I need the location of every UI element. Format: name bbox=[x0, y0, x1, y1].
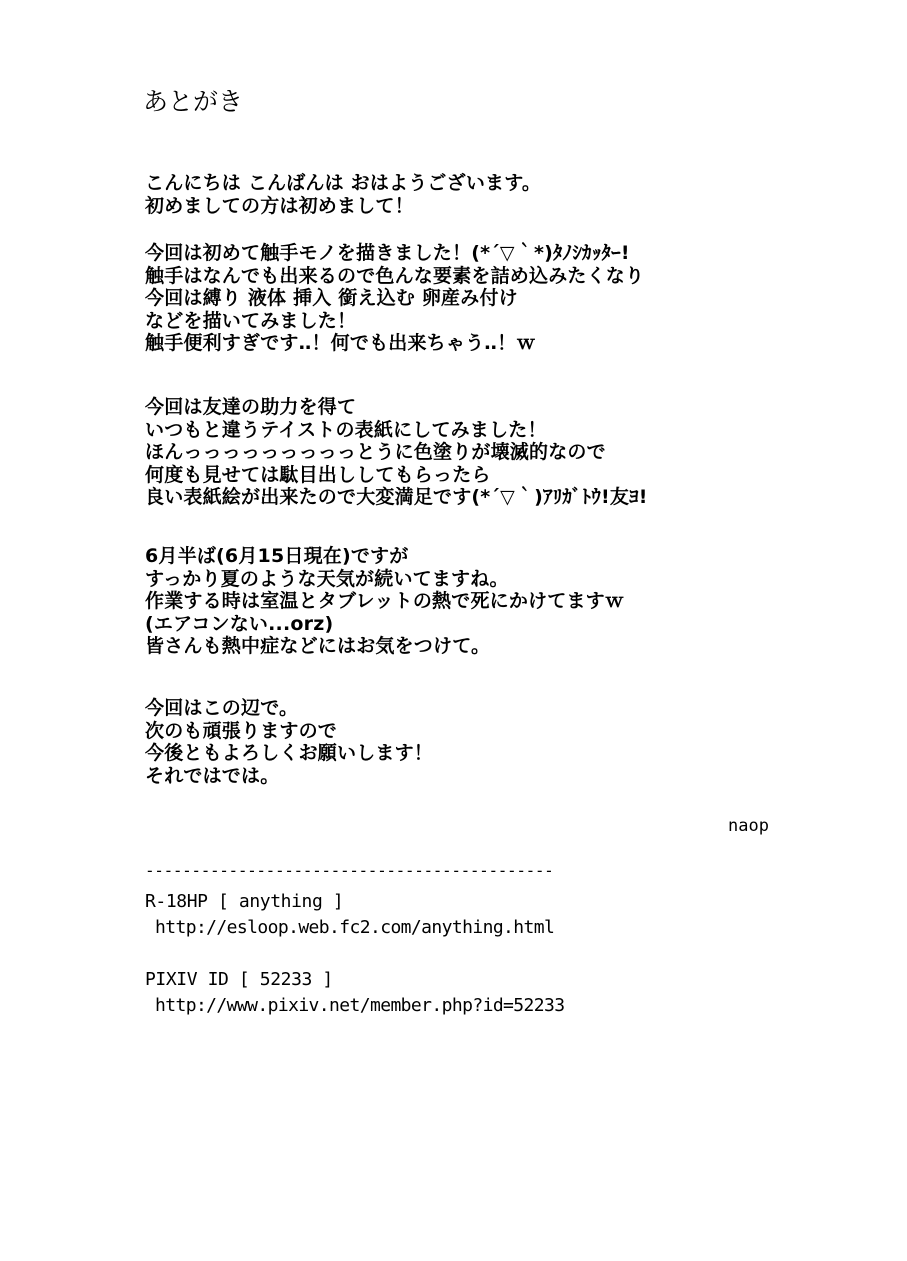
page-title: あとがき bbox=[143, 87, 244, 116]
paragraph-greeting bbox=[145, 172, 541, 217]
paragraph-line: 初めましての方は初めまして！ bbox=[145, 194, 414, 217]
paragraph-line: 作業する時は室温とタブレットの熱で死にかけてますｗ bbox=[145, 590, 625, 612]
paragraph-line: すっかり夏のような天気が続いてますね。 bbox=[145, 567, 509, 590]
paragraph-cover bbox=[145, 396, 648, 509]
paragraph-line: 今後ともよろしくお願いします！ bbox=[145, 742, 434, 764]
paragraph-line: 良い表紙絵が出来たので大変満足です(*´▽｀)ｱﾘｶﾞﾄｳ!友ﾖ! bbox=[145, 486, 648, 508]
paragraph-line: 触手便利すぎです‥！何でも出来ちゃう‥！ｗ bbox=[145, 332, 536, 354]
paragraph-tentacle bbox=[145, 242, 644, 355]
paragraph-line: いつもと違うテイストの表紙にしてみました！ bbox=[145, 418, 547, 441]
paragraph-line: (エアコンない...orz) bbox=[145, 612, 334, 635]
paragraph-line: こんにちは こんばんは おはようございます。 bbox=[145, 172, 542, 194]
paragraph-line: 次のも頑張りますので bbox=[145, 719, 338, 742]
divider-line: -------------------------------------------- bbox=[145, 861, 554, 880]
paragraph-line: 今回はこの辺で。 bbox=[145, 697, 299, 719]
pixiv-id-label: PIXIV ID [ 52233 ] bbox=[145, 969, 333, 990]
paragraph-line: 6月半ば(6月15日現在)ですが bbox=[145, 545, 409, 567]
paragraph-line: ほんっっっっっっっっっとうに色塗りが壊滅的なので bbox=[145, 441, 606, 463]
paragraph-line: 今回は友達の助力を得て bbox=[145, 396, 357, 418]
paragraph-weather bbox=[145, 545, 624, 658]
paragraph-line: 皆さんも熱中症などにはお気をつけて。 bbox=[145, 635, 491, 657]
paragraph-line: 今回は縛り 液体 挿入 銜え込む 卵産み付け bbox=[145, 287, 518, 309]
paragraph-line: 触手はなんでも出来るので色んな要素を詰め込みたくなり bbox=[145, 264, 645, 287]
homepage-url: http://esloop.web.fc2.com/anything.html bbox=[155, 917, 555, 938]
paragraph-line: などを描いてみました！ bbox=[145, 309, 357, 332]
paragraph-line: それではでは。 bbox=[145, 764, 280, 787]
homepage-label: R-18HP [ anything ] bbox=[145, 891, 344, 912]
paragraph-closing bbox=[145, 697, 433, 787]
paragraph-line: 何度も見せては駄目出ししてもらったら bbox=[145, 463, 491, 486]
paragraph-line: 今回は初めて触手モノを描きました！(*´▽｀*)ﾀﾉｼｶｯﾀｰ! bbox=[145, 242, 630, 264]
pixiv-url: http://www.pixiv.net/member.php?id=52233 bbox=[155, 995, 565, 1016]
author-signature: naop bbox=[728, 816, 769, 836]
